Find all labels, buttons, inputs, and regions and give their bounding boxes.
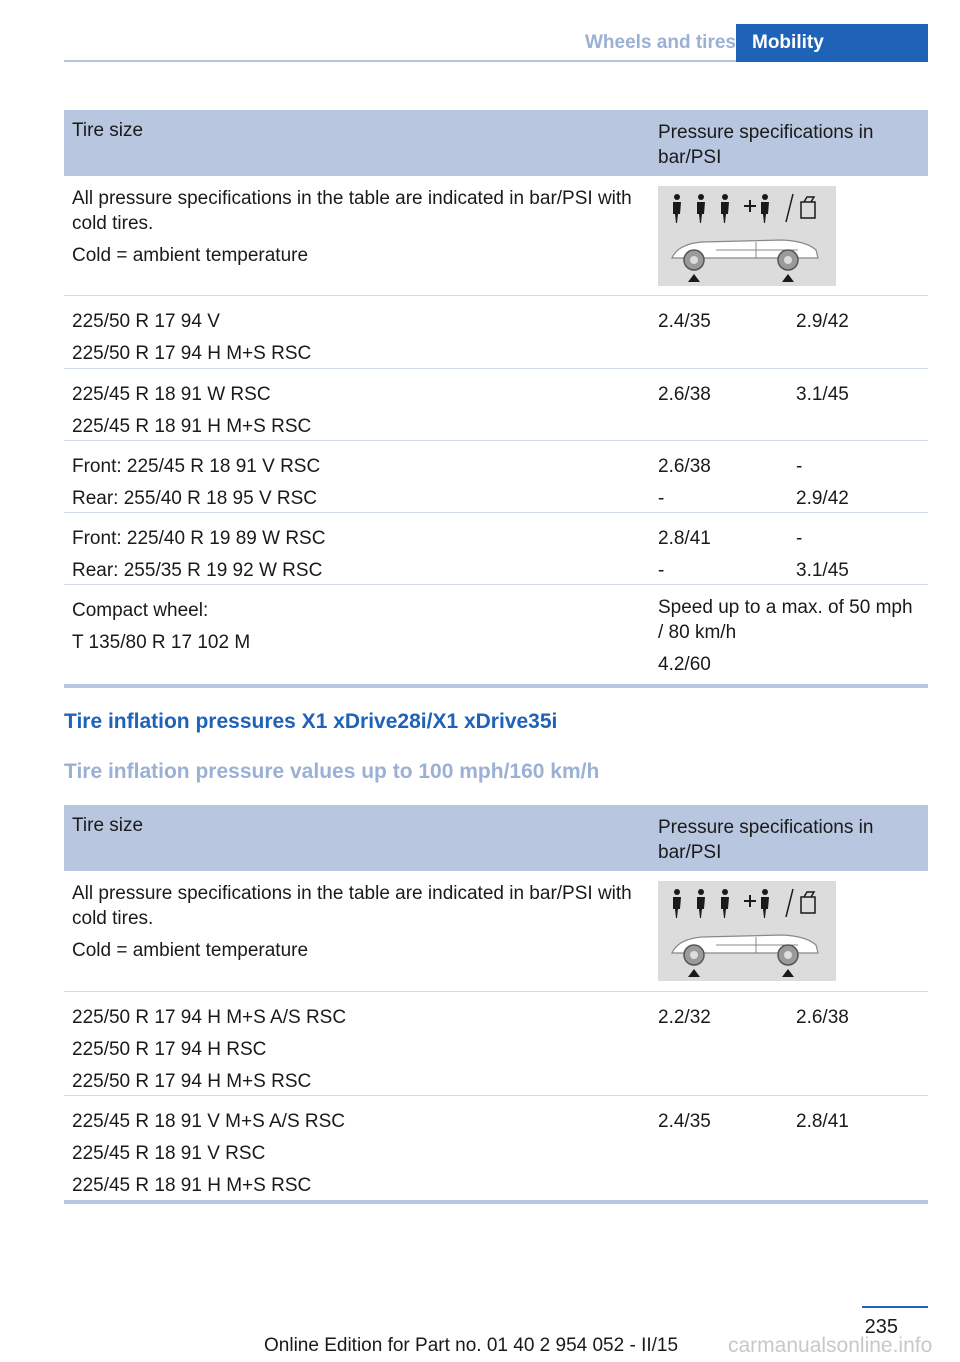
load-diagram-icon — [658, 186, 836, 286]
pressure-value: 2.6/38 — [658, 456, 711, 477]
table-row — [64, 369, 928, 441]
pressure-cell-full-load — [796, 306, 926, 338]
pressure-value: 2.6/38 — [796, 1007, 849, 1028]
pressure-cell-normal — [658, 523, 788, 587]
pressure-value: 2.8/41 — [658, 528, 711, 549]
intro-line: Cold = ambient temperature — [72, 245, 309, 266]
pressure-cell-full-load — [796, 1002, 926, 1034]
pressure-cell-normal — [658, 1002, 788, 1034]
pressure-cell-full-load — [796, 451, 926, 515]
pressure-value: 2.9/42 — [796, 311, 849, 332]
tire-size-cell — [72, 595, 632, 659]
header-chapter-tab: Mobility — [736, 24, 928, 62]
pressure-cell-full-load — [796, 379, 926, 411]
tire-size: 225/45 R 18 91 H M+S RSC — [72, 416, 312, 437]
watermark-text: carmanualsonline.info — [728, 1334, 933, 1357]
tire-size-cell — [72, 379, 632, 443]
edition-info: Online Edition for Part no. 01 40 2 954 052 - II/15 — [264, 1335, 679, 1356]
pressure-value: 2.2/32 — [658, 1007, 711, 1028]
page-number: 235 — [864, 1316, 898, 1338]
pressure-value: 2.8/41 — [796, 1111, 849, 1132]
header-pressure-specs: Pressure specifications in bar/PSI — [658, 817, 874, 863]
pressure-value: - — [796, 528, 803, 549]
table-header — [64, 110, 928, 176]
header-section-title: Wheels and tires — [585, 32, 736, 53]
tire-size: Front: 225/40 R 19 89 W RSC — [72, 528, 326, 549]
section-heading: Tire inflation pressures X1 xDrive28i/X1 xDrive35i — [64, 710, 558, 733]
tire-size: 225/45 R 18 91 V RSC — [72, 1143, 266, 1164]
pressure-value: - — [796, 456, 803, 477]
compact-wheel-note — [658, 595, 918, 677]
pressure-cell-full-load — [796, 1106, 926, 1138]
header-tire-size: Tire size — [72, 815, 144, 836]
table-row — [64, 992, 928, 1096]
pressure-cell-normal — [658, 306, 788, 338]
pressure-value: 3.1/45 — [796, 560, 849, 581]
tire-size-cell — [72, 306, 632, 370]
tire-size: 225/50 R 17 94 H M+S A/S RSC — [72, 1007, 347, 1028]
table-row-compact-wheel — [64, 585, 928, 688]
pressure-cell-normal — [658, 451, 788, 515]
tire-size-cell — [72, 523, 632, 587]
table-row — [64, 1096, 928, 1204]
tire-size: 225/45 R 18 91 V M+S A/S RSC — [72, 1111, 346, 1132]
pressure-cell-normal — [658, 1106, 788, 1138]
intro-line: Cold = ambient temperature — [72, 940, 309, 961]
table-header — [64, 805, 928, 871]
pressure-value: 2.9/42 — [796, 488, 849, 509]
section-subheading: Tire inflation pressure values up to 100 mph/160 km/h — [64, 760, 600, 783]
tire-size: 225/50 R 17 94 H M+S RSC — [72, 343, 312, 364]
tire-size: Front: 225/45 R 18 91 V RSC — [72, 456, 321, 477]
header-pressure-specs: Pressure specifications in bar/PSI — [658, 122, 874, 168]
pressure-value: - — [658, 560, 665, 581]
pressure-table-1 — [64, 110, 928, 688]
intro-text — [72, 186, 632, 268]
tire-size-cell — [72, 451, 632, 515]
speed-limit-note: Speed up to a max. of 50 mph / 80 km/h — [658, 597, 913, 643]
pressure-value: 3.1/45 — [796, 384, 849, 405]
tire-size: T 135/80 R 17 102 M — [72, 632, 251, 653]
header-tire-size: Tire size — [72, 120, 144, 141]
compact-wheel-label: Compact wheel: — [72, 600, 209, 621]
pressure-value: 2.4/35 — [658, 1111, 711, 1132]
tire-size-cell — [72, 1002, 632, 1098]
pressure-value: 2.6/38 — [658, 384, 711, 405]
intro-line: All pressure specifications in the table are indicated in bar/PSI with cold tires. — [72, 188, 632, 234]
tire-size: 225/45 R 18 91 W RSC — [72, 384, 271, 405]
intro-text — [72, 881, 632, 963]
tire-size: 225/50 R 17 94 H RSC — [72, 1039, 267, 1060]
pressure-cell-normal — [658, 379, 788, 411]
tire-size: 225/50 R 17 94 H M+S RSC — [72, 1071, 312, 1092]
footer-rule — [862, 1306, 928, 1308]
page-header — [64, 24, 928, 62]
pressure-value: - — [658, 488, 665, 509]
table-row — [64, 296, 928, 369]
load-diagram-icon — [658, 881, 836, 981]
table-row — [64, 441, 928, 513]
tire-size-cell — [72, 1106, 632, 1202]
pressure-table-2 — [64, 805, 928, 1204]
pressure-value: 2.4/35 — [658, 311, 711, 332]
pressure-value: 4.2/60 — [658, 654, 711, 675]
pressure-cell-full-load — [796, 523, 926, 587]
tire-size: 225/45 R 18 91 H M+S RSC — [72, 1175, 312, 1196]
tire-size: Rear: 255/35 R 19 92 W RSC — [72, 560, 323, 581]
table-intro-row — [64, 871, 928, 992]
table-intro-row — [64, 176, 928, 296]
tire-size: 225/50 R 17 94 V — [72, 311, 220, 332]
table-row — [64, 513, 928, 585]
tire-size: Rear: 255/40 R 18 95 V RSC — [72, 488, 318, 509]
intro-line: All pressure specifications in the table are indicated in bar/PSI with cold tires. — [72, 883, 632, 929]
